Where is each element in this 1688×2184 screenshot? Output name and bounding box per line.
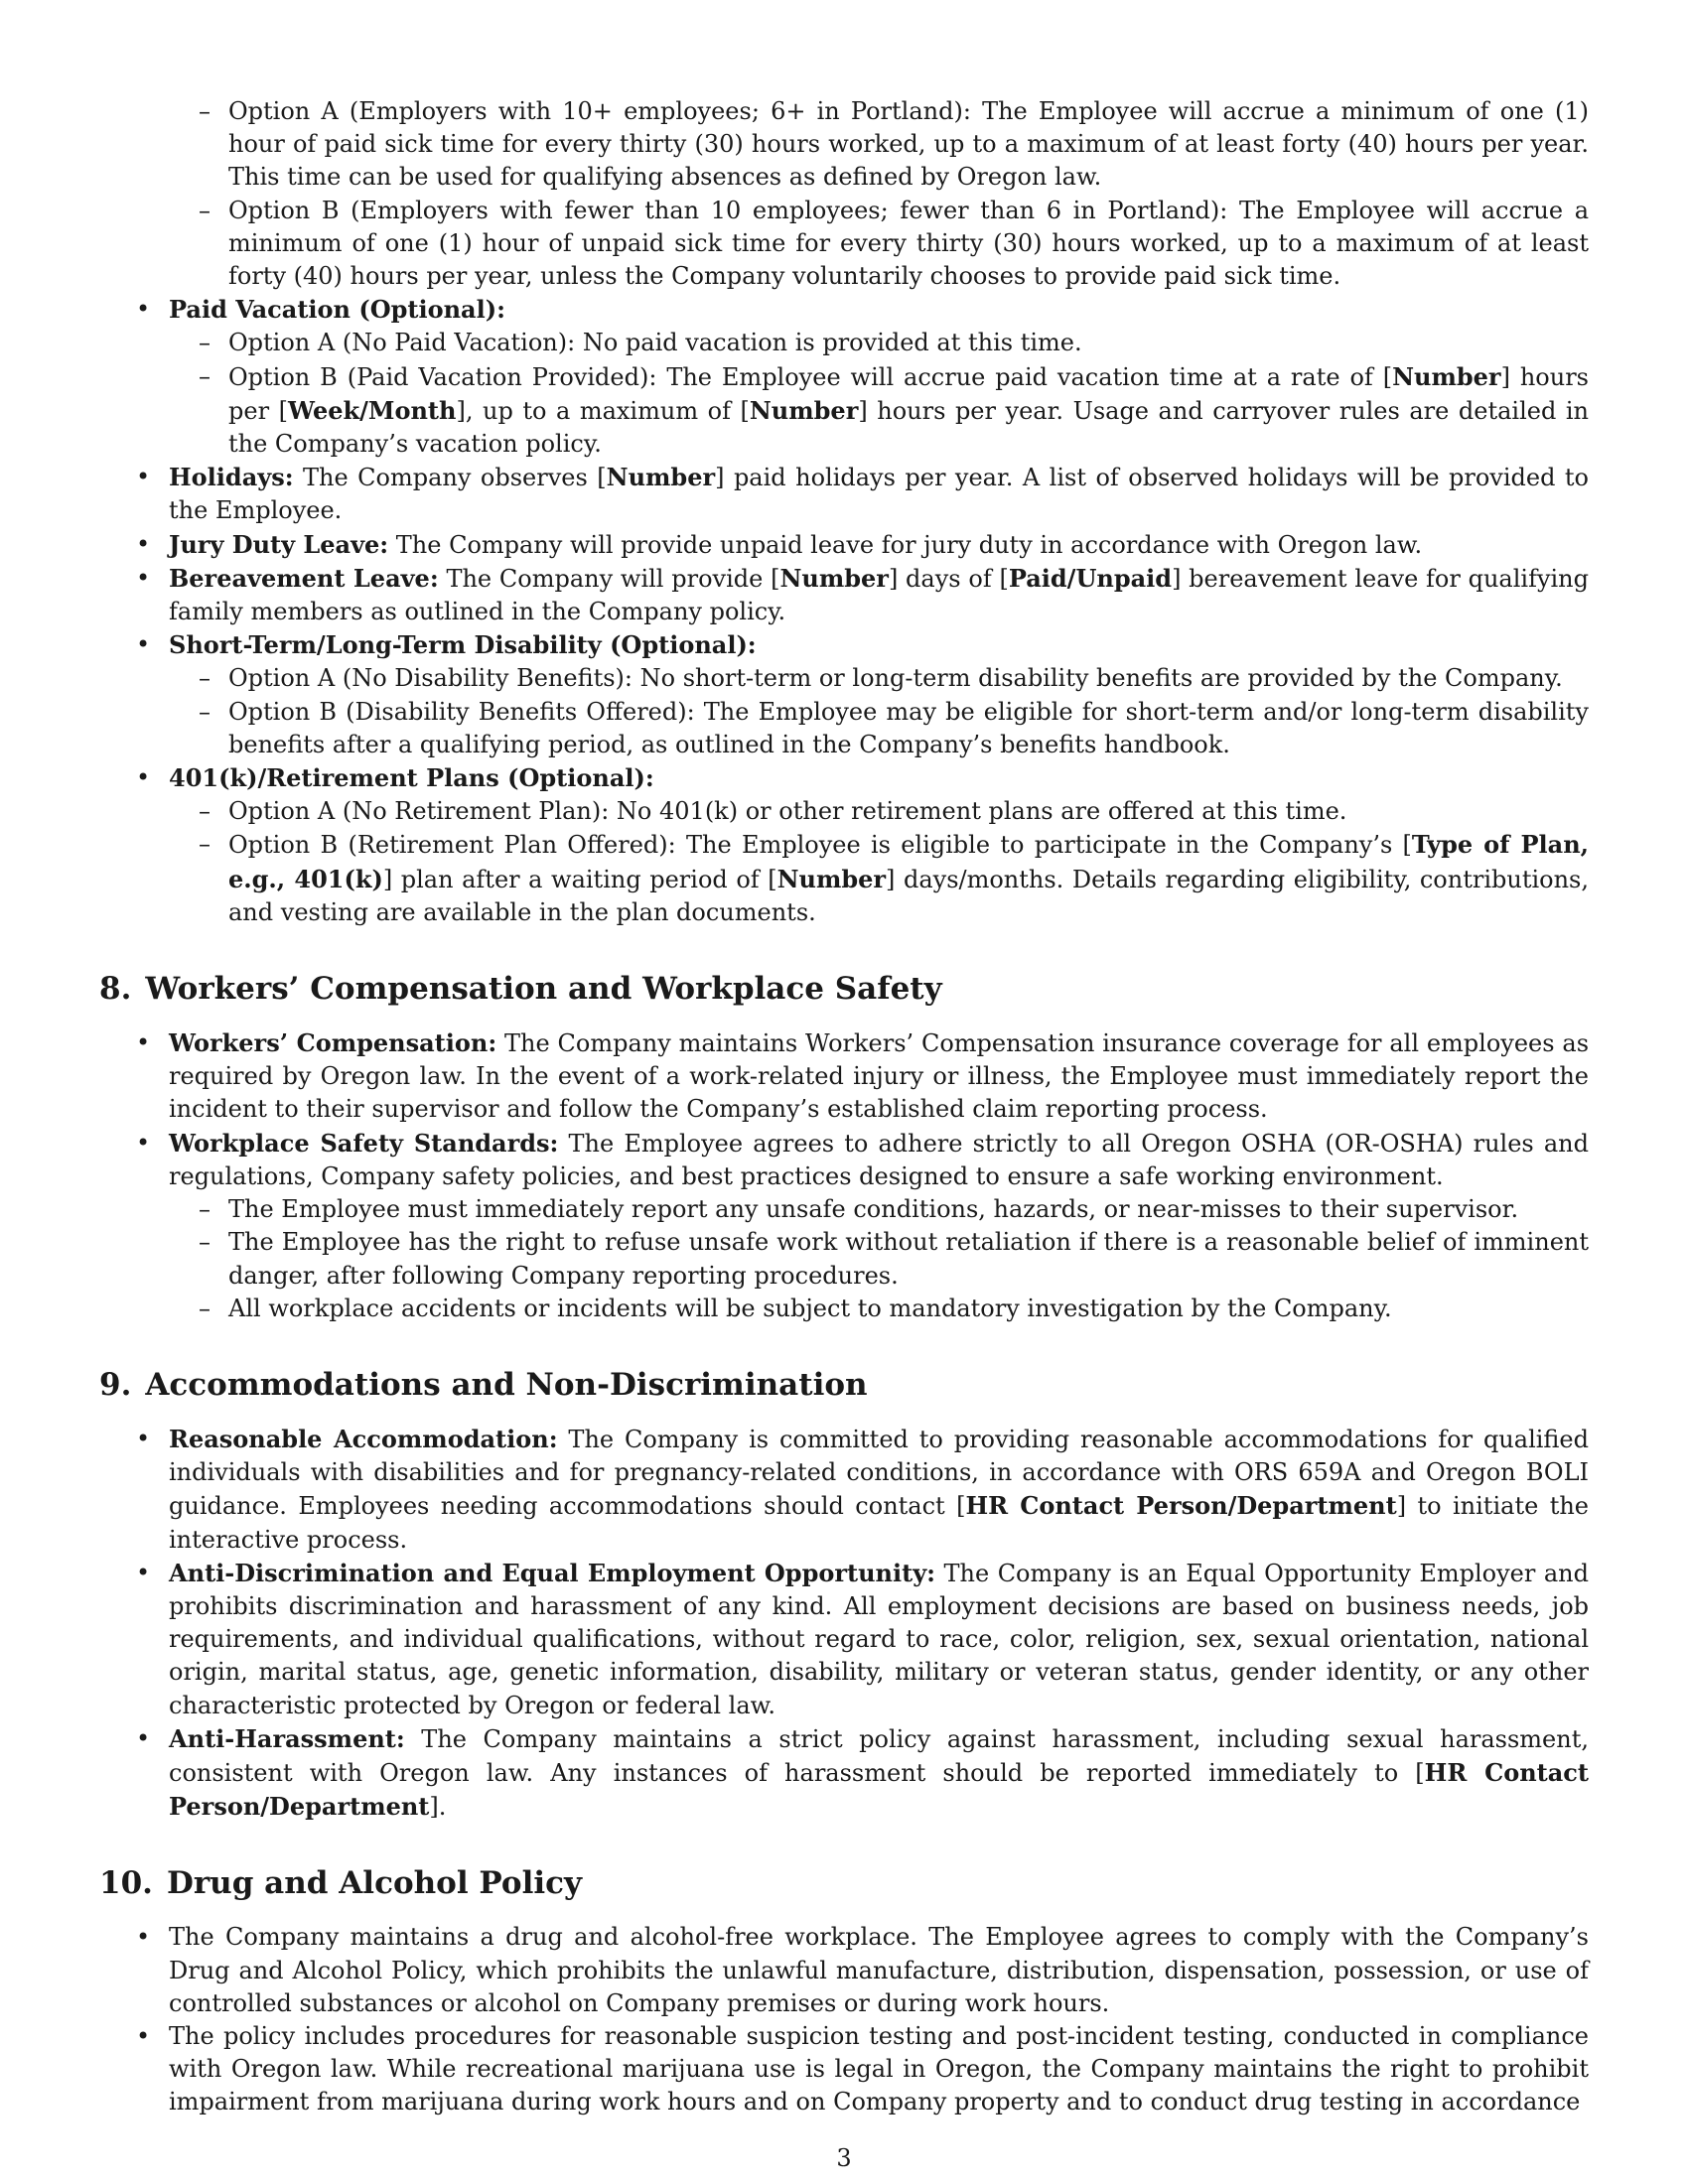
section-8-list bbox=[99, 1026, 1589, 1325]
section-title: Drug and Alcohol Policy bbox=[166, 1865, 583, 1902]
safety-item bbox=[99, 1127, 1589, 1325]
retirement-option-b-text: Option B (Retirement Plan Offered): The Employee is eligible to participate in the Company’s [ bbox=[228, 831, 1412, 860]
bereavement-text: ] days of [ bbox=[888, 564, 1009, 593]
section-title: Workers’ Compensation and Workplace Safety bbox=[145, 971, 942, 1008]
drug-policy-item: • The policy includes procedures for reasonable suspicion testing and post-incident testing, conducted in compliance with Oregon law. While recreational marijuana use is legal in Oregon, the Company maintains the right to prohibit impairment from marijuana during work hours and on Company property and to conduct drug testing in accordance bbox=[99, 2020, 1589, 2119]
workers-comp-title: Workers’ Compensation: bbox=[169, 1028, 497, 1058]
vacation-item bbox=[99, 293, 1589, 461]
bereavement-item bbox=[99, 562, 1589, 628]
section-number: 10. bbox=[99, 1865, 153, 1902]
jury-title: Jury Duty Leave: bbox=[169, 529, 389, 559]
safety-subitems bbox=[169, 1193, 1589, 1325]
placeholder-number: Number bbox=[606, 463, 716, 492]
placeholder-number: Number bbox=[1392, 361, 1501, 391]
holidays-text: ] paid holidays per year. A list of observed holidays will be provided to the Employee. bbox=[169, 464, 1590, 525]
anti-harassment-item bbox=[99, 1722, 1589, 1825]
vacation-option-b-text: ], up to a maximum of [ bbox=[456, 396, 750, 425]
disability-options bbox=[169, 662, 1589, 761]
page-number: 3 bbox=[836, 2144, 852, 2172]
anti-harassment-title: Anti-Harassment: bbox=[169, 1723, 405, 1753]
anti-harassment-text: ]. bbox=[429, 1793, 447, 1822]
vacation-option-b-text: ] hours per year. Usage and carryover rules are detailed in the Company’s vacation policy. bbox=[228, 396, 1590, 459]
retirement-title: 401(k)/Retirement Plans (Optional): bbox=[169, 763, 654, 793]
retirement-item bbox=[99, 761, 1589, 929]
jury-duty-item bbox=[99, 528, 1589, 562]
safety-text: The Employee agrees to adhere strictly to all Oregon OSHA (OR-OSHA) rules and regulations, Company safety policies, and best practices designed to ensure a safe working environment. bbox=[169, 1129, 1589, 1190]
bereavement-title: Bereavement Leave: bbox=[169, 563, 439, 593]
accommodation-item bbox=[99, 1423, 1589, 1557]
drug-policy-item: • The Company maintains a drug and alcohol-free workplace. The Employee agrees to comply with the Company’s Drug and Alcohol Policy, which prohibits the unlawful manufacture, distribution, dispensation, possession, or use of controlled substances or alcohol on Company premises or during work hours. bbox=[99, 1921, 1589, 2020]
retirement-options bbox=[169, 795, 1589, 929]
bereavement-text: The Company will provide [ bbox=[438, 564, 780, 593]
disability-title: Short-Term/Long-Term Disability (Optional): bbox=[169, 630, 757, 660]
retirement-option-b bbox=[169, 828, 1589, 929]
sick-option-b: – Option B (Employers with fewer than 10 employees; fewer than 6 in Portland): The Employee will accrue a minimum of one (1) hour of unpaid sick time for every thirty (30) hours worked, up to a maximum of at least forty (40) hours per year, unless the Company voluntarily chooses to provide paid sick time. bbox=[99, 195, 1589, 294]
accommodation-text: ] to initiate the interactive process. bbox=[169, 1492, 1590, 1554]
safety-subitem: – The Employee has the right to refuse unsafe work without retaliation if there is a reasonable belief of imminent danger, after following Company reporting procedures. bbox=[169, 1226, 1589, 1292]
holidays-text: The Company observes [ bbox=[293, 464, 607, 492]
placeholder-number: Number bbox=[779, 563, 889, 593]
retirement-option-a: – Option A (No Retirement Plan): No 401(k) or other retirement plans are offered at this time. bbox=[169, 795, 1589, 828]
disability-item bbox=[99, 628, 1589, 761]
workers-comp-item bbox=[99, 1026, 1589, 1127]
anti-harassment-text: The Company maintains a strict policy against harassment, including sexual harassment, consistent with Oregon law. Any instances of harassment should be reported immediately to [ bbox=[169, 1724, 1589, 1787]
vacation-options bbox=[169, 327, 1589, 461]
placeholder-number: Number bbox=[749, 395, 859, 425]
anti-discrimination-text: The Company is an Equal Opportunity Employer and prohibits discrimination and harassment of any kind. All employment decisions are based on business needs, job requirements, and individual qualifications, without regard to race, color, religion, sex, sexual orientation, national origin, marital status, age, genetic information, disability, military or veteran status, gender identity, or any other characteristic protected by Oregon or federal law. bbox=[169, 1559, 1589, 1719]
placeholder-number: Number bbox=[776, 864, 887, 893]
section-9-heading bbox=[99, 1365, 1589, 1405]
vacation-option-b-text: ] hours per [ bbox=[228, 362, 1589, 425]
section-10-list bbox=[99, 1921, 1589, 2118]
holidays-title: Holidays: bbox=[169, 463, 294, 492]
safety-subitem: – All workplace accidents or incidents will be subject to mandatory investigation by the Company. bbox=[169, 1293, 1589, 1325]
bereavement-text: ] bereavement leave for qualifying family members as outlined in the Company policy. bbox=[169, 564, 1590, 626]
sick-option-a: – Option A (Employers with 10+ employees; 6+ in Portland): The Employee will accrue a minimum of one (1) hour of paid sick time for every thirty (30) hours worked, up to a maximum of at least forty (40) hours per year. This time can be used for qualifying absences as defined by Oregon law. bbox=[99, 95, 1589, 195]
section-9-list bbox=[99, 1423, 1589, 1824]
section-number: 9. bbox=[99, 1366, 132, 1403]
accommodation-text: The Company is committed to providing reasonable accommodations for qualified individuals with disabilities and for pregnancy-related conditions, in accordance with ORS 659A and Oregon BOLI guidance. Employees needing accommodations should contact [ bbox=[169, 1425, 1590, 1521]
holidays-item bbox=[99, 461, 1589, 527]
document-page bbox=[99, 95, 1589, 2119]
section-number: 8. bbox=[99, 971, 132, 1008]
safety-title: Workplace Safety Standards: bbox=[169, 1128, 559, 1158]
vacation-option-b-text: Option B (Paid Vacation Provided): The Employee will accrue paid vacation time at a rate of [ bbox=[228, 362, 1393, 391]
jury-text: The Company will provide unpaid leave for jury duty in accordance with Oregon law. bbox=[388, 530, 1423, 559]
anti-discrimination-item bbox=[99, 1557, 1589, 1722]
section-10-heading bbox=[99, 1863, 1589, 1903]
accommodation-title: Reasonable Accommodation: bbox=[169, 1424, 558, 1453]
placeholder-plan-type: Type of Plan, e.g., 401(k) bbox=[228, 830, 1589, 893]
vacation-option-a: – Option A (No Paid Vacation): No paid vacation is provided at this time. bbox=[169, 327, 1589, 359]
disability-option-a: – Option A (No Disability Benefits): No short-term or long-term disability benefits are provided by the Company. bbox=[169, 662, 1589, 695]
retirement-option-b-text: ] plan after a waiting period of [ bbox=[382, 865, 777, 893]
vacation-option-b bbox=[169, 360, 1589, 462]
benefits-list bbox=[99, 293, 1589, 929]
placeholder-week-month: Week/Month bbox=[287, 395, 457, 425]
anti-discrimination-title: Anti-Discrimination and Equal Employment Opportunity: bbox=[169, 1558, 935, 1587]
retirement-option-b-text: ] days/months. Details regarding eligibility, contributions, and vesting are available in the plan documents. bbox=[228, 865, 1590, 926]
placeholder-hr-contact: HR Contact Person/Department bbox=[169, 1757, 1589, 1822]
section-8-heading bbox=[99, 969, 1589, 1009]
placeholder-hr-contact: HR Contact Person/Department bbox=[965, 1491, 1397, 1521]
safety-subitem: – The Employee must immediately report any unsafe conditions, hazards, or near-misses to their supervisor. bbox=[169, 1193, 1589, 1226]
vacation-title: Paid Vacation (Optional): bbox=[169, 295, 505, 325]
sick-time-options bbox=[99, 95, 1589, 293]
section-title: Accommodations and Non-Discrimination bbox=[145, 1366, 868, 1403]
disability-option-b: – Option B (Disability Benefits Offered): The Employee may be eligible for short-term and/or long-term disability benefits after a qualifying period, as outlined in the Company’s benefits handbook. bbox=[169, 696, 1589, 761]
placeholder-paid-unpaid: Paid/Unpaid bbox=[1008, 563, 1173, 593]
workers-comp-text: The Company maintains Workers’ Compensation insurance coverage for all employees as required by Oregon law. In the event of a work-related injury or illness, the Employee must immediately report the incident to their supervisor and follow the Company’s established claim reporting process. bbox=[169, 1029, 1590, 1124]
